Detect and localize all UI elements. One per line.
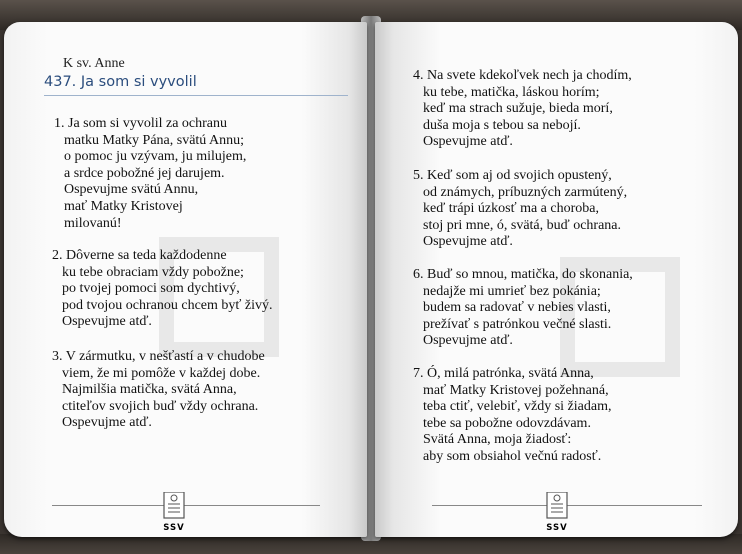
verse-line: tebe sa pobožne odovzdávam.	[423, 415, 591, 431]
verse-line: duša moja s tebou sa nebojí.	[423, 117, 581, 133]
verse-line: 2. Dôverne sa teda každodenne	[52, 248, 227, 263]
verse-line: nedajže mi umrieť bez pokánia;	[423, 283, 601, 299]
verse-3	[52, 349, 265, 432]
verse-line: mať Matky Kristovej	[64, 198, 183, 214]
left-page[interactable]	[4, 22, 367, 537]
verse-line: viem, že mi pomôže v každej dobe.	[62, 365, 261, 381]
verse-line: prežívať s patrónkou večné slasti.	[423, 316, 612, 332]
verse-line: teba ctiť, velebiť, vždy si žiadam,	[423, 399, 612, 415]
verse-line: Ospevujme atď.	[62, 314, 152, 330]
verse-2	[52, 248, 273, 331]
title-underline	[44, 95, 348, 96]
verse-line: o pomoc ju vzývam, ju milujem,	[64, 149, 247, 165]
song-title: 437. Ja som si vyvolil	[44, 74, 197, 90]
verse-line: Ospevujme atď.	[423, 333, 513, 349]
logo-text: SSV	[163, 523, 185, 533]
verse-1	[54, 116, 246, 232]
verse-line: stoj pri mne, ó, svätá, buď ochrana.	[423, 217, 622, 233]
verse-line: 3. V zármutku, v nešťastí a v chudobe	[52, 349, 265, 364]
open-book	[4, 8, 738, 544]
verse-line: ctiteľov svojich buď vždy ochrana.	[62, 398, 259, 414]
verse-4	[413, 68, 632, 151]
verse-line: aby som obsiahol večnú radosť.	[423, 448, 602, 464]
verse-line: ku tebe, matička, láskou horím;	[423, 84, 600, 100]
ssv-logo-icon	[543, 492, 571, 534]
verse-line: Svätá Anna, moja žiadosť:	[423, 432, 572, 448]
verse-line: 5. Keď som aj od svojich opustený,	[413, 168, 612, 183]
verse-line: 4. Na svete kdekoľvek nech ja chodím,	[413, 68, 632, 83]
verse-line: budem sa radovať v nebies vlasti,	[423, 300, 611, 316]
verse-line: 7. Ó, milá patrónka, svätá Anna,	[413, 366, 594, 381]
verse-line: pod tvojou ochranou chcem byť živý.	[62, 297, 273, 313]
verse-line: 6. Buď so mnou, matička, do skonania,	[413, 267, 633, 282]
verse-line: ku tebe obraciam vždy pobožne;	[62, 264, 244, 280]
verse-7	[413, 366, 611, 466]
verse-6	[413, 267, 633, 350]
verse-line: mať Matky Kristovej požehnaná,	[423, 382, 609, 398]
verse-line: Ospevujme svätú Annu,	[64, 182, 199, 198]
verse-line: milovanú!	[64, 215, 122, 231]
verse-line: keď trápi úzkosť ma a choroba,	[423, 201, 599, 217]
verse-line: Najmilšia matička, svätá Anna,	[62, 382, 237, 398]
verse-line: Ospevujme atď.	[423, 234, 513, 250]
verse-5	[413, 168, 627, 251]
verse-line: po tvojej pomoci som dychtivý,	[62, 281, 240, 297]
verse-line: a srdce pobožné jej darujem.	[64, 165, 225, 181]
verse-line: Ospevujme atď.	[62, 415, 152, 431]
ssv-logo-icon	[160, 492, 188, 534]
verse-line: od známych, príbuzných zarmútený,	[423, 184, 628, 200]
verse-line: 1. Ja som si vyvolil za ochranu	[54, 116, 228, 131]
song-subtitle: K sv. Anne	[63, 56, 125, 71]
verse-line: matku Matky Pána, svätú Annu;	[64, 132, 245, 148]
logo-text: SSV	[546, 523, 568, 533]
verse-line: keď ma strach sužuje, bieda morí,	[423, 101, 613, 117]
right-page[interactable]	[375, 22, 738, 537]
verse-line: Ospevujme atď.	[423, 134, 513, 150]
